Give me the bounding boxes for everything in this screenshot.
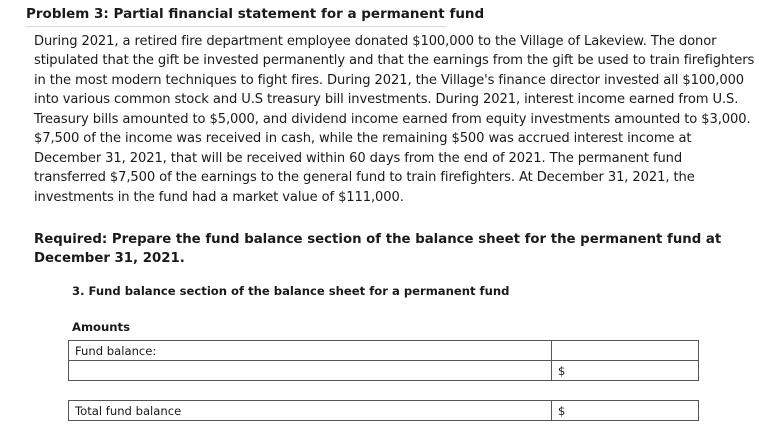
title-divider bbox=[26, 26, 446, 27]
problem-description: During 2021, a retired fire department employee donated $100,000 to the Village of Lakeview. The donor stipulated that the gift be invested permanently and that the earnings from the gift be used to train firefighters in the most modern techniques to fight fires. During 2021, the Village's finance director invested all $100,000 into various common stock and U.S treasury bill investments. During 2021, interest income earned from U.S. Treasury bills amounted to $5,000, and dividend income earned from equity investments amounted to $3,000. $7,500 of the income was received in cash, while the remaining $500 was accrued interest income at December 31, 2021, that will be received within 60 days from the end of 2021. The permanent fund transferred $7,500 of the earnings to the general fund to train firefighters. At December 31, 2021, the investments in the fund had a market value of $111,000. bbox=[34, 34, 755, 205]
table-row bbox=[69, 341, 699, 361]
total-amount-cell[interactable] bbox=[552, 401, 699, 421]
total-amount-input[interactable] bbox=[569, 404, 669, 418]
spacer-cell bbox=[552, 381, 699, 401]
table-row bbox=[69, 381, 699, 401]
total-label-cell bbox=[69, 401, 552, 421]
line-item-label-input[interactable] bbox=[75, 364, 175, 378]
table-row bbox=[69, 401, 699, 421]
line-item-amount-input[interactable] bbox=[569, 364, 669, 378]
dollar-sign: $ bbox=[558, 363, 566, 378]
total-fund-balance-label: Total fund balance bbox=[75, 403, 182, 418]
dollar-sign: $ bbox=[558, 403, 566, 418]
amount-cell bbox=[552, 341, 699, 361]
problem-title: Problem 3: Partial financial statement for a permanent fund bbox=[26, 6, 485, 22]
required-instruction: Required: Prepare the fund balance section of the balance sheet for the permanent fund at December 31, 2021. bbox=[34, 232, 722, 266]
line-item-label-cell[interactable] bbox=[69, 361, 552, 381]
amount-cell[interactable] bbox=[552, 361, 699, 381]
amounts-label: Amounts bbox=[72, 320, 130, 334]
table-row bbox=[69, 361, 699, 381]
answer-section-heading: 3. Fund balance section of the balance sheet for a permanent fund bbox=[72, 284, 510, 298]
row-label: Fund balance: bbox=[75, 343, 157, 358]
spacer-cell bbox=[69, 381, 552, 401]
fund-balance-header-cell bbox=[69, 341, 552, 361]
fund-balance-table bbox=[68, 340, 699, 421]
